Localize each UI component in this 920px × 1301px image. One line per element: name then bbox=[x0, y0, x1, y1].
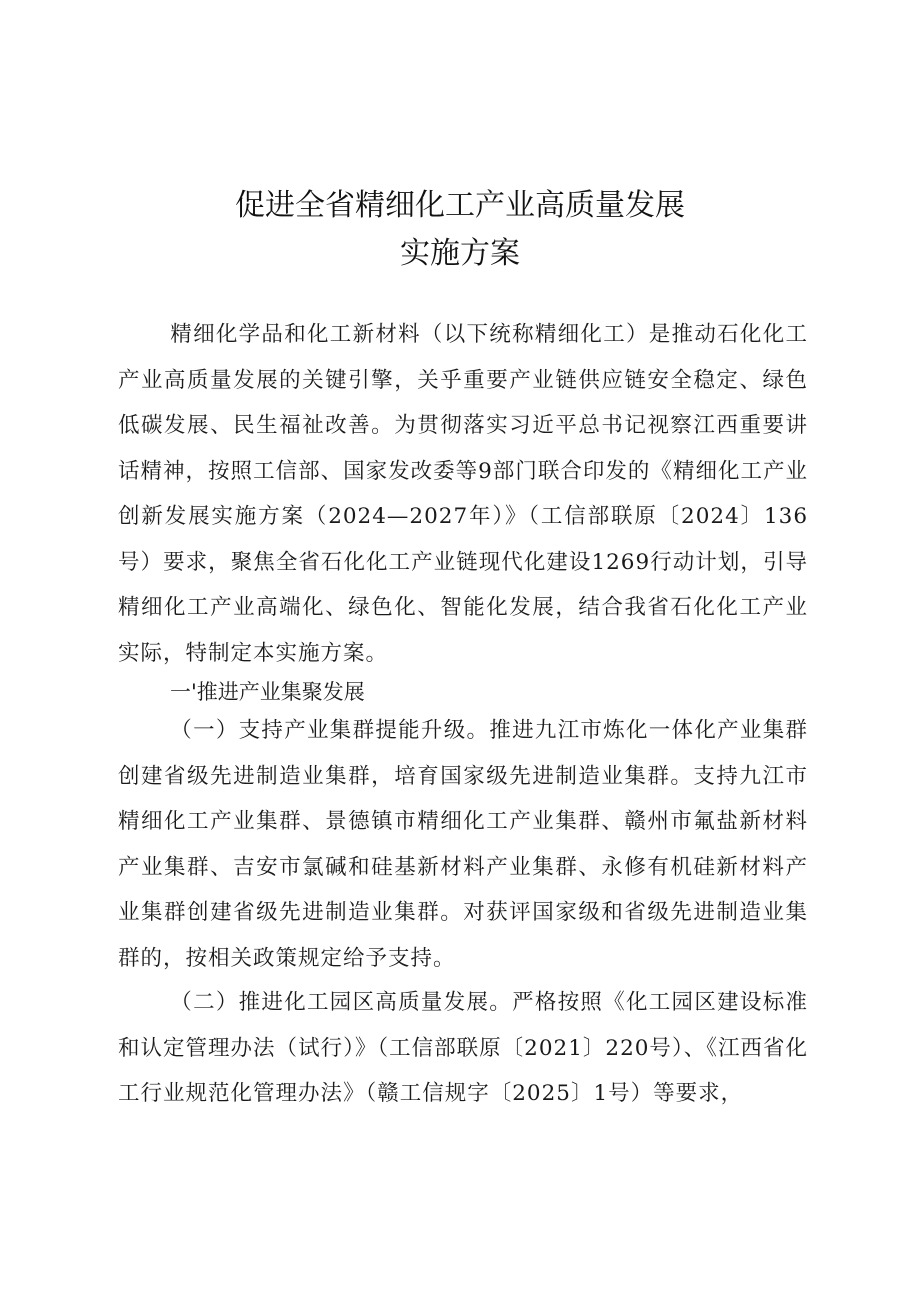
item-paragraph-1 bbox=[118, 708, 808, 981]
item-2-text: （二）推进化工园区高质量发展。严格按照《化工园区建设标准和认定管理办法（试行）》（工信部联原〔2021〕220号）、《江西省化工行业规范化管理办法》（赣工信规字〔2025〕1号）等要求， bbox=[118, 990, 808, 1106]
intro-text: 精细化学品和化工新材料（以下统称精细化工）是推动石化化工产业高质量发展的关键引擎，关乎重要产业链供应链安全稳定、绿色低碳发展、民生福祉改善。为贯彻落实习近平总书记视察江西重要讲话精神，按照工信部、国家发改委等9部门联合印发的《精细化工产业创新发展实施方案（2024—2027年）》（工信部联原〔2024〕136号）要求，聚焦全省石化化工产业链现代化建设1269行动计划，引导精细化工产业高端化、绿色化、智能化发展，结合我省石化化工产业实际，特制定本实施方案。 bbox=[118, 322, 808, 666]
section-heading-1: 一'推进产业集聚发展 bbox=[170, 680, 365, 704]
item-1-text: （一）支持产业集群提能升级。推进九江市炼化一体化产业集群创建省级先进制造业集群，培育国家级先进制造业集群。支持九江市精细化工产业集群、景德镇市精细化工产业集群、赣州市氟盐新材料产业集群、吉安市氯碱和硅基新材料产业集群、永修有机硅新材料产业集群创建省级先进制造业集群。对获评国家级和省级先进制造业集群的，按相关政策规定给予支持。 bbox=[118, 718, 808, 971]
intro-paragraph bbox=[118, 312, 808, 676]
document-title-line1: 促进全省精细化工产业高质量发展 bbox=[235, 188, 685, 223]
document-title-line2: 实施方案 bbox=[400, 236, 520, 271]
item-paragraph-2 bbox=[118, 980, 808, 1117]
